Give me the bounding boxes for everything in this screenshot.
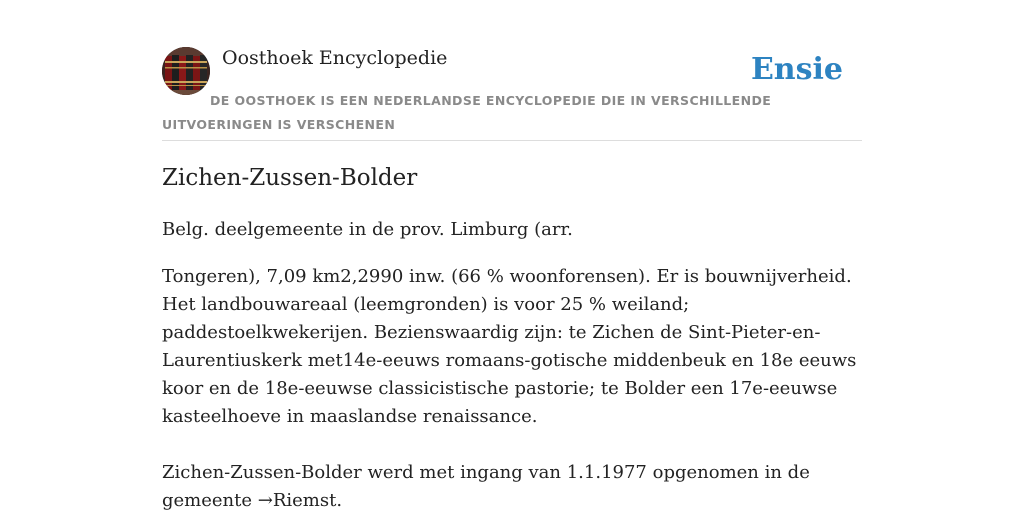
article-paragraph: Zichen-Zussen-Bolder werd met ingang van 1.1.1977 opgenomen in de gemeente →Riemst. xyxy=(162,462,810,511)
brand-logo[interactable]: Ensie xyxy=(750,52,843,87)
encyclopedia-books-icon[interactable] xyxy=(162,47,210,95)
article-paragraph: Tongeren), 7,09 km2,2990 inw. (66 % woonforensen). Er is bouwnijverheid. Het landbouwareaal (leemgronden) is voor 25 % weiland; paddestoelkwekerijen. Bezienswaardig zijn: te Zichen de Sint-Pieter-en-Laurentiuskerk met14e-eeuws romaans-gotische middenbeuk en 18e eeuws koor en de 18e-eeuwse classicistische pastorie; te Bolder een 17e-eeuwse kasteelhoeve in maaslandse renaissance. xyxy=(162,266,857,427)
site-tagline: DE OOSTHOEK IS EEN NEDERLANDSE ENCYCLOPEDIE DIE IN VERSCHILLENDE UITVOERINGEN IS VERSCHENEN xyxy=(162,93,772,132)
site-header xyxy=(162,46,862,141)
site-name[interactable]: Oosthoek Encyclopedie xyxy=(222,47,448,69)
article-title: Zichen-Zussen-Bolder xyxy=(162,165,418,191)
article-body xyxy=(162,216,862,512)
article-paragraph: Belg. deelgemeente in de prov. Limburg (arr. xyxy=(162,219,573,240)
